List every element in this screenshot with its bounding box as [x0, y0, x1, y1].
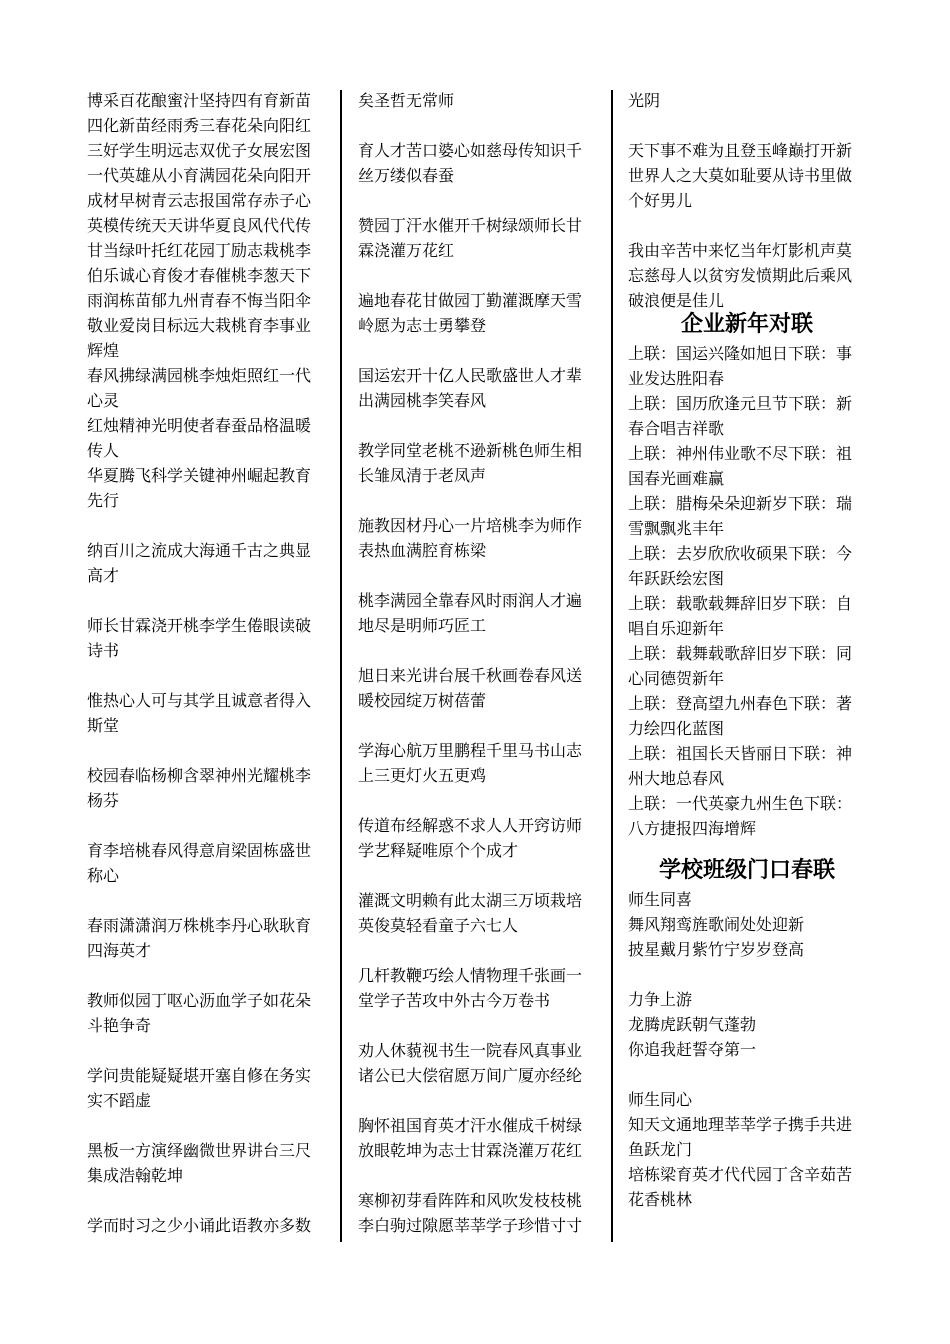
couplet-line: 上联：腊梅朵朵迎新岁下联：瑞雪飘飘兆丰年 — [628, 494, 853, 538]
couplet-line: 龙腾虎跃朝气蓬勃 — [628, 1015, 757, 1034]
couplet-line: 上联：载歌载舞辞旧岁下联：自唱自乐迎新年 — [628, 594, 853, 638]
couplet-paragraph: 旭日来光讲台展千秋画卷春风送暖校园绽万树蓓蕾 — [358, 666, 583, 710]
couplet-line: 舞风翔鸾旌歌闹处处迎新 — [628, 915, 805, 934]
couplet-line: 上联：祖国长天皆丽日下联：神州大地总春风 — [628, 744, 853, 788]
couplet-line: 披星戴月紫竹宁岁岁登高 — [628, 940, 805, 959]
couplet-heading: 师生同喜 — [628, 890, 693, 909]
couplet-paragraph: 矣圣哲无常师 — [358, 91, 455, 110]
couplet-line: 上联：去岁欣欣收硕果下联：今年跃跃绘宏图 — [628, 544, 853, 588]
couplet-paragraph: 光阴 — [628, 91, 661, 110]
column-3 — [628, 88, 866, 1212]
column-2 — [358, 88, 595, 1238]
couplet-paragraph: 几杆教鞭巧绘人情物理千张画一堂学子苦攻中外古今万卷书 — [358, 966, 583, 1010]
couplet-line: 上联：登高望九州春色下联：著力绘四化蓝图 — [628, 694, 853, 738]
couplet-line: 上联：国运兴隆如旭日下联：事业发达胜阳春 — [628, 344, 853, 388]
couplet-line: 知天文通地理莘莘学子携手共进鱼跃龙门 — [628, 1115, 853, 1159]
couplet-paragraph: 黑板一方演绎幽微世界讲台三尺集成浩翰乾坤 — [87, 1141, 312, 1185]
couplet-paragraph: 华夏腾飞科学关键神州崛起教育先行 — [87, 466, 312, 510]
couplet-line: 上联：载舞载歌辞旧岁下联：同心同德贺新年 — [628, 644, 853, 688]
couplet-heading: 力争上游 — [628, 990, 693, 1009]
couplet-paragraph: 红烛精神光明使者春蚕品格温暖传人 — [87, 416, 312, 460]
couplet-paragraph: 国运宏开十亿人民歌盛世人才辈出满园桃李笑春风 — [358, 366, 583, 410]
couplet-line: 上联：国历欣逢元旦节下联：新春合唱吉祥歌 — [628, 394, 853, 438]
couplet-heading: 师生同心 — [628, 1090, 693, 1109]
couplet-paragraph: 教师似园丁呕心沥血学子如花朵斗艳争奇 — [87, 991, 312, 1035]
couplet-paragraph: 学问贵能疑疑堪开塞自修在务实实不蹈虚 — [87, 1066, 312, 1110]
couplet-paragraph: 施教因材丹心一片培桃李为师作表热血满腔育栋梁 — [358, 516, 583, 560]
couplet-paragraph: 灌溉文明赖有此太湖三万顷栽培英俊莫轻看童子六七人 — [358, 891, 583, 935]
couplet-paragraph: 寒柳初芽看阵阵和风吹发枝枝桃李白驹过隙愿莘莘学子珍惜寸寸 — [358, 1191, 583, 1235]
couplet-paragraph: 教学同堂老桃不逊新桃色师生相长雏凤清于老凤声 — [358, 441, 583, 485]
couplet-paragraph: 春雨潇潇润万株桃李丹心耿耿育四海英才 — [87, 916, 312, 960]
section-title-school: 学校班级门口春联 — [658, 857, 835, 883]
couplet-paragraph: 学海心航万里鹏程千里马书山志上三更灯火五更鸡 — [358, 741, 583, 785]
couplet-line: 你追我赶誓夺第一 — [628, 1040, 757, 1059]
couplet-paragraph: 育人才苦口婆心如慈母传知识千丝万缕似春蚕 — [358, 141, 583, 185]
couplet-line: 培栋梁育英才代代园丁含辛茹苦花香桃林 — [628, 1165, 853, 1209]
column-divider-left — [340, 90, 342, 1242]
couplet-paragraph: 桃李满园全靠春风时雨润人才遍地尽是明师巧匠工 — [358, 591, 583, 635]
couplet-paragraph: 纳百川之流成大海通千古之典显高才 — [87, 541, 312, 585]
couplet-paragraph: 我由辛苦中来忆当年灯影机声莫忘慈母人以贫穷发愤期此后乘风破浪便是佳儿 — [628, 241, 853, 310]
couplet-paragraph: 春风拂绿满园桃李烛炬照红一代心灵 — [87, 366, 312, 410]
couplet-paragraph: 遍地春花甘做园丁勤灌溉摩天雪岭愿为志士勇攀登 — [358, 291, 583, 335]
couplet-line: 上联：一代英豪九州生色下联：八方捷报四海增辉 — [628, 794, 853, 838]
couplet-paragraph: 学而时习之少小诵此语教亦多数 — [87, 1216, 312, 1235]
couplet-paragraph: 育李培桃春风得意肩梁固栋盛世称心 — [87, 841, 312, 885]
couplet-paragraph: 博采百花酿蜜汁坚持四有育新苗四化新苗经雨秀三春花朵向阳红三好学生明远志双优子女展宏图一代英雄从小育满园花朵向阳开成材早树青云志报国常存赤子心英模传统天天讲华夏良风代代传甘当绿叶托红花园丁励志栽桃李伯乐诚心育俊才春催桃李葱天下雨润栋苗郁九州青春不悔当阳伞敬业爱岗目标远大栽桃育李事业辉煌 — [87, 91, 312, 360]
couplet-paragraph: 传道布经解惑不求人人开窍访师学艺释疑唯原个个成才 — [358, 816, 583, 860]
couplet-paragraph: 校园春临杨柳含翠神州光耀桃李杨芬 — [87, 766, 312, 810]
couplet-paragraph: 惟热心人可与其学且诚意者得入斯堂 — [87, 691, 312, 735]
column-1 — [87, 88, 325, 1238]
couplet-paragraph: 胸怀祖国育英才汗水催成千树绿放眼乾坤为志士甘霖浇灌万花红 — [358, 1116, 583, 1160]
couplet-line: 上联：神州伟业歌不尽下联：祖国春光画难赢 — [628, 444, 853, 488]
couplet-paragraph: 赞园丁汗水催开千树绿颂师长甘霖浇灌万花红 — [358, 216, 583, 260]
couplet-paragraph: 劝人休藐视书生一院春风真事业诸公已大偿宿愿万间广厦亦经纶 — [358, 1041, 583, 1085]
column-divider-right — [611, 90, 613, 1242]
couplet-paragraph: 天下事不难为且登玉峰巅打开新世界人之大莫如耻要从诗书里做个好男儿 — [628, 141, 853, 210]
section-title-enterprise: 企业新年对联 — [680, 311, 813, 337]
couplet-paragraph: 师长甘霖浇开桃李学生倦眼读破诗书 — [87, 616, 312, 660]
